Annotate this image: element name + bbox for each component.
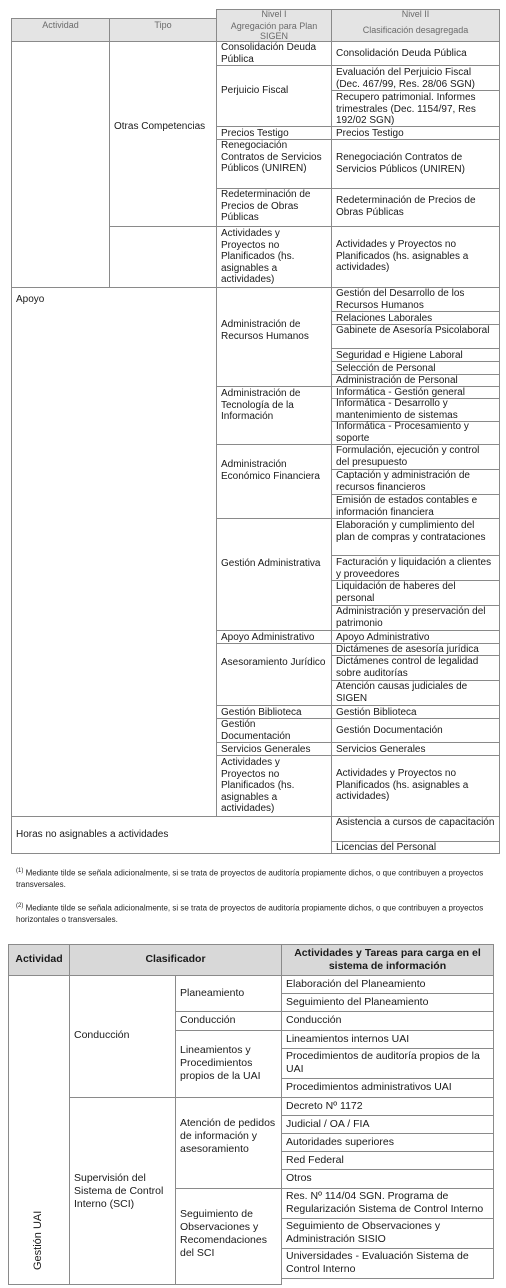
task-item: Seguimiento de Observaciones y Administración SISIO [286, 1220, 441, 1245]
tipo-otras-competencias: Otras Competencias [114, 121, 206, 132]
otras-tipo-cell-2 [109, 226, 217, 288]
n2-item: Relaciones Laborales [336, 313, 433, 324]
n1-item: Asesoramiento Jurídico [221, 657, 326, 668]
footnote-2 [16, 901, 496, 925]
n1-item: Renegociación Contratos de Servicios Públicos (UNIREN) [221, 140, 322, 174]
header-nivel2-sub: Clasificación desagregada [362, 25, 469, 35]
actividad-apoyo: Apoyo [16, 294, 45, 305]
n2-item: Servicios Generales [336, 744, 426, 755]
task-item: Conducción [286, 1014, 342, 1026]
otras-actividad-cell [11, 41, 110, 288]
n2-item: Gabinete de Asesoría Psicolaboral [336, 325, 490, 336]
task-item: Res. Nº 114/04 SGN. Programa de Regularización Sistema de Control Interno [286, 1190, 484, 1215]
n1-item: Redeterminación de Precios de Obras Públicas [221, 189, 311, 223]
header-tipo: Tipo [154, 20, 172, 30]
header-nivel1-sub: Agregación para Plan SIGEN [230, 21, 318, 41]
n1-item: Servicios Generales [221, 744, 311, 755]
header-nivel1: Nivel I [261, 9, 287, 19]
n1-item: Gestión Administrativa [221, 558, 321, 569]
n1-item: Administración Económico Financiera [221, 459, 320, 482]
n2-item: Seguridad e Higiene Laboral [336, 350, 463, 361]
n2-item: Atención causas judiciales de SIGEN [336, 681, 468, 704]
n2-item: Gestión del Desarrollo de los Recursos Humanos [336, 288, 465, 311]
n1-item: Apoyo Administrativo [221, 632, 315, 643]
n2-item: Evaluación del Perjuicio Fiscal (Dec. 467/99, Res. 28/06 SGN) [336, 67, 475, 90]
n2-item: Gestión Biblioteca [336, 707, 417, 718]
n1-item: Gestión Documentación [221, 719, 291, 742]
n1-item: Administración de Tecnología de la Información [221, 388, 301, 422]
n2-item: Informática - Desarrollo y mantenimiento de sistemas [336, 398, 458, 421]
header-nivel2: Nivel II [401, 9, 430, 19]
task-item: Procedimientos administrativos UAI [286, 1081, 452, 1093]
sub-item: Planeamiento [180, 987, 245, 999]
n2-item: Actividades y Proyectos no Planificados (hs. asignables a actividades) [336, 768, 469, 802]
otras-tipo-cell [109, 41, 217, 227]
task-item: Elaboración del Planeamiento [286, 978, 426, 990]
n2-item: Renegociación Contratos de Servicios Públicos (UNIREN) [336, 152, 465, 175]
n2-item: Precios Testigo [336, 128, 404, 139]
n1-item: Gestión Biblioteca [221, 707, 302, 718]
n1-cell [216, 518, 332, 631]
n2-item: Apoyo Administrativo [336, 632, 430, 643]
n2-item: Consolidación Deuda Pública [336, 48, 467, 59]
sub-item: Seguimiento de Observaciones y Recomendaciones del SCI [180, 1208, 267, 1259]
n2-item: Liquidación de haberes del personal [336, 581, 456, 604]
supervision-label: Supervisión del Sistema de Control Interno (SCI) [74, 1172, 164, 1210]
n2-item: Facturación y liquidación a clientes y proveedores [336, 557, 492, 580]
gestion-uai-label: Gestión UAI [32, 1210, 44, 1270]
sub-item: Conducción [180, 1014, 236, 1026]
sub-item: Lineamientos y Procedimientos propios de la UAI [180, 1044, 261, 1082]
footnote-1-mark: (1) [16, 868, 24, 874]
n2-item: Elaboración y cumplimiento del plan de compras y contrataciones [336, 520, 486, 543]
n2-item: Informática - Gestión general [336, 387, 465, 398]
t2-header-tareas: Actividades y Tareas para carga en el sistema de información [294, 947, 481, 972]
footnote-2-mark: (2) [16, 903, 24, 909]
task-item: Autoridades superiores [286, 1136, 394, 1148]
n2-item: Dictámenes de asesoría jurídica [336, 644, 479, 655]
n2-item: Captación y administración de recursos financieros [336, 470, 470, 493]
actividad-horas: Horas no asignables a actividades [16, 829, 169, 840]
task-item: Red Federal [286, 1154, 344, 1166]
n2-item: Administración y preservación del patrimonio [336, 606, 486, 629]
n2-item: Administración de Personal [336, 375, 458, 386]
t2-header-actividad: Actividad [15, 953, 63, 965]
conduccion-label: Conducción [74, 1029, 130, 1041]
task-item: Seguimiento del Planeamiento [286, 996, 429, 1008]
apoyo-cell [11, 287, 217, 817]
footnote-2-text: Mediante tilde se señala adicionalmente, si se trata de proyectos de auditoría propiamente dichos, o que contribuyen a proyectos horizontales o transversales. [16, 903, 484, 924]
task-item: Universidades - Evaluación Sistema de Control Interno [286, 1250, 469, 1275]
n2-item: Asistencia a cursos de capacitación [336, 817, 495, 828]
n2-item: Recupero patrimonial. Informes trimestrales (Dec. 1154/97, Res 192/02 SGN) [336, 92, 476, 126]
n2-item: Licencias del Personal [336, 842, 437, 853]
task-item: Procedimientos de auditoría propios de la UAI [286, 1050, 480, 1075]
task-item: Judicial / OA / FIA [286, 1118, 370, 1130]
n2-item: Redeterminación de Precios de Obras Públicas [336, 195, 476, 218]
n1-item: Perjuicio Fiscal [221, 85, 289, 96]
sub-item: Atención de pedidos de información y asesoramiento [180, 1117, 276, 1155]
n1-item: Actividades y Proyectos no Planificados (hs. asignables a actividades) [221, 757, 295, 814]
n2-item: Selección de Personal [336, 363, 436, 374]
n2-item: Informática - Procesamiento y soporte [336, 421, 469, 444]
n2-item: Dictámenes control de legalidad sobre auditorías [336, 656, 479, 679]
footnote-1 [16, 866, 496, 890]
n1-cell [216, 643, 332, 706]
n1-item: Actividades y Proyectos no Planificados (hs. asignables a actividades) [221, 228, 295, 285]
n1-item: Consolidación Deuda Pública [221, 42, 317, 65]
header-actividad: Actividad [42, 20, 79, 30]
n1-item: Precios Testigo [221, 128, 289, 139]
n2-item: Formulación, ejecución y control del presupuesto [336, 445, 480, 468]
task-item: Decreto Nº 1172 [286, 1100, 363, 1112]
n2-item: Gestión Documentación [336, 725, 443, 736]
n2-item: Actividades y Proyectos no Planificados (hs. asignables a actividades) [336, 239, 469, 273]
footnote-1-text: Mediante tilde se señala adicionalmente, si se trata de proyectos de auditoría propiamente dichos, o que contribuyen a proyectos transversales. [16, 868, 484, 889]
task-item: Otros [286, 1172, 312, 1184]
n2-item: Emisión de estados contables e información financiera [336, 495, 478, 518]
task-item: Lineamientos internos UAI [286, 1033, 410, 1045]
n1-item: Administración de Recursos Humanos [221, 319, 309, 342]
t2-header-clasificador: Clasificador [145, 953, 206, 965]
